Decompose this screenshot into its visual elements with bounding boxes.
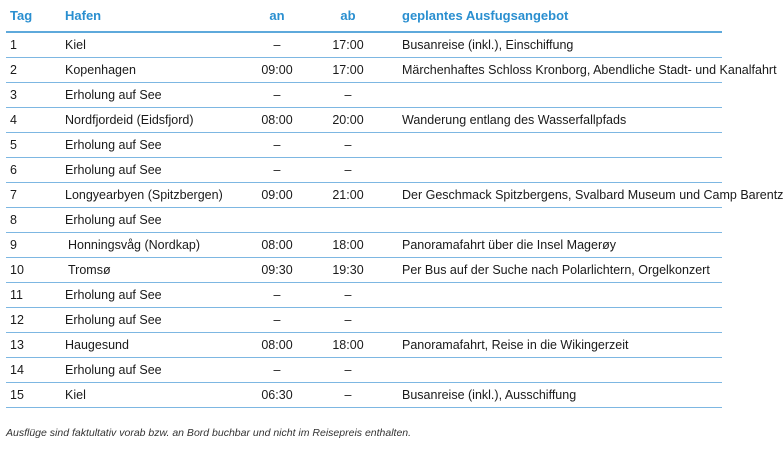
cell-tag: 7 — [6, 183, 65, 208]
cell-hafen: Erholung auf See — [65, 133, 238, 158]
table-row — [6, 83, 722, 108]
cell-hafen: Haugesund — [65, 333, 238, 358]
cell-hafen: Longyearbyen (Spitzbergen) — [65, 183, 238, 208]
header-an: an — [238, 0, 316, 32]
itinerary-table-container — [6, 0, 783, 408]
cell-plan — [380, 208, 722, 233]
cell-tag: 14 — [6, 358, 65, 383]
cell-an: 09:30 — [238, 258, 316, 283]
cell-plan — [380, 308, 722, 333]
cell-tag: 8 — [6, 208, 65, 233]
table-row — [6, 133, 722, 158]
cell-an: – — [238, 83, 316, 108]
table-row — [6, 358, 722, 383]
cell-ab — [316, 208, 380, 233]
cell-an: – — [238, 308, 316, 333]
table-row — [6, 258, 722, 283]
cell-an: 08:00 — [238, 333, 316, 358]
cell-ab: – — [316, 158, 380, 183]
cell-an: 06:30 — [238, 383, 316, 408]
table-row — [6, 158, 722, 183]
cell-an: – — [238, 358, 316, 383]
cell-ab: – — [316, 358, 380, 383]
cell-plan: Busanreise (inkl.), Ausschiffung — [380, 383, 722, 408]
footnote: Ausflüge sind faktultativ vorab bzw. an Bord buchbar und nicht im Reisepreis enthalten. — [6, 427, 412, 439]
cell-hafen: Kiel — [65, 383, 238, 408]
cell-hafen: Erholung auf See — [65, 308, 238, 333]
header-tag: Tag — [6, 0, 65, 32]
cell-an: 08:00 — [238, 108, 316, 133]
cell-ab: 17:00 — [316, 58, 380, 83]
cell-hafen: Erholung auf See — [65, 283, 238, 308]
cell-plan — [380, 158, 722, 183]
cell-an: 09:00 — [238, 58, 316, 83]
cell-ab: – — [316, 133, 380, 158]
cell-an — [238, 208, 316, 233]
cell-plan: Panoramafahrt, Reise in die Wikingerzeit — [380, 333, 722, 358]
cell-ab: 19:30 — [316, 258, 380, 283]
cell-an: – — [238, 32, 316, 58]
cell-an: – — [238, 158, 316, 183]
cell-plan — [380, 133, 722, 158]
cell-plan — [380, 283, 722, 308]
header-plan: geplantes Ausfugsangebot — [380, 0, 722, 32]
table-row — [6, 283, 722, 308]
table-header-row — [6, 0, 722, 32]
table-row — [6, 108, 722, 133]
table-row — [6, 308, 722, 333]
cell-ab: 21:00 — [316, 183, 380, 208]
header-ab: ab — [316, 0, 380, 32]
cell-ab: – — [316, 83, 380, 108]
itinerary-table — [6, 0, 783, 408]
table-row — [6, 333, 722, 358]
header-hafen: Hafen — [65, 0, 238, 32]
cell-an: 09:00 — [238, 183, 316, 208]
cell-plan: Wanderung entlang des Wasserfallpfads — [380, 108, 722, 133]
cell-plan: Märchenhaftes Schloss Kronborg, Abendliche Stadt- und Kanalfahrt — [380, 58, 722, 83]
cell-plan: Busanreise (inkl.), Einschiffung — [380, 32, 722, 58]
cell-hafen: Erholung auf See — [65, 158, 238, 183]
cell-tag: 3 — [6, 83, 65, 108]
cell-tag: 11 — [6, 283, 65, 308]
table-row — [6, 208, 722, 233]
cell-ab: 17:00 — [316, 32, 380, 58]
cell-hafen: Erholung auf See — [65, 358, 238, 383]
cell-hafen: Honningsvåg (Nordkap) — [65, 233, 238, 258]
cell-tag: 12 — [6, 308, 65, 333]
cell-plan — [380, 358, 722, 383]
cell-plan: Der Geschmack Spitzbergens, Svalbard Museum und Camp Barentz — [380, 183, 722, 208]
cell-plan: Per Bus auf der Suche nach Polarlichtern, Orgelkonzert — [380, 258, 722, 283]
cell-tag: 2 — [6, 58, 65, 83]
table-row — [6, 383, 722, 408]
cell-ab: 18:00 — [316, 333, 380, 358]
cell-ab: – — [316, 308, 380, 333]
cell-tag: 10 — [6, 258, 65, 283]
table-row — [6, 233, 722, 258]
cell-tag: 4 — [6, 108, 65, 133]
cell-hafen: Kopenhagen — [65, 58, 238, 83]
cell-hafen: Erholung auf See — [65, 83, 238, 108]
cell-tag: 1 — [6, 32, 65, 58]
cell-tag: 13 — [6, 333, 65, 358]
cell-hafen: Tromsø — [65, 258, 238, 283]
cell-an: 08:00 — [238, 233, 316, 258]
table-row — [6, 32, 722, 58]
cell-ab: 18:00 — [316, 233, 380, 258]
cell-tag: 5 — [6, 133, 65, 158]
cell-hafen: Erholung auf See — [65, 208, 238, 233]
cell-ab: 20:00 — [316, 108, 380, 133]
cell-tag: 15 — [6, 383, 65, 408]
cell-ab: – — [316, 383, 380, 408]
cell-hafen: Kiel — [65, 32, 238, 58]
cell-hafen: Nordfjordeid (Eidsfjord) — [65, 108, 238, 133]
table-row — [6, 183, 722, 208]
table-row — [6, 58, 722, 83]
cell-an: – — [238, 283, 316, 308]
cell-ab: – — [316, 283, 380, 308]
cell-tag: 6 — [6, 158, 65, 183]
cell-tag: 9 — [6, 233, 65, 258]
cell-plan — [380, 83, 722, 108]
cell-an: – — [238, 133, 316, 158]
cell-plan: Panoramafahrt über die Insel Magerøy — [380, 233, 722, 258]
